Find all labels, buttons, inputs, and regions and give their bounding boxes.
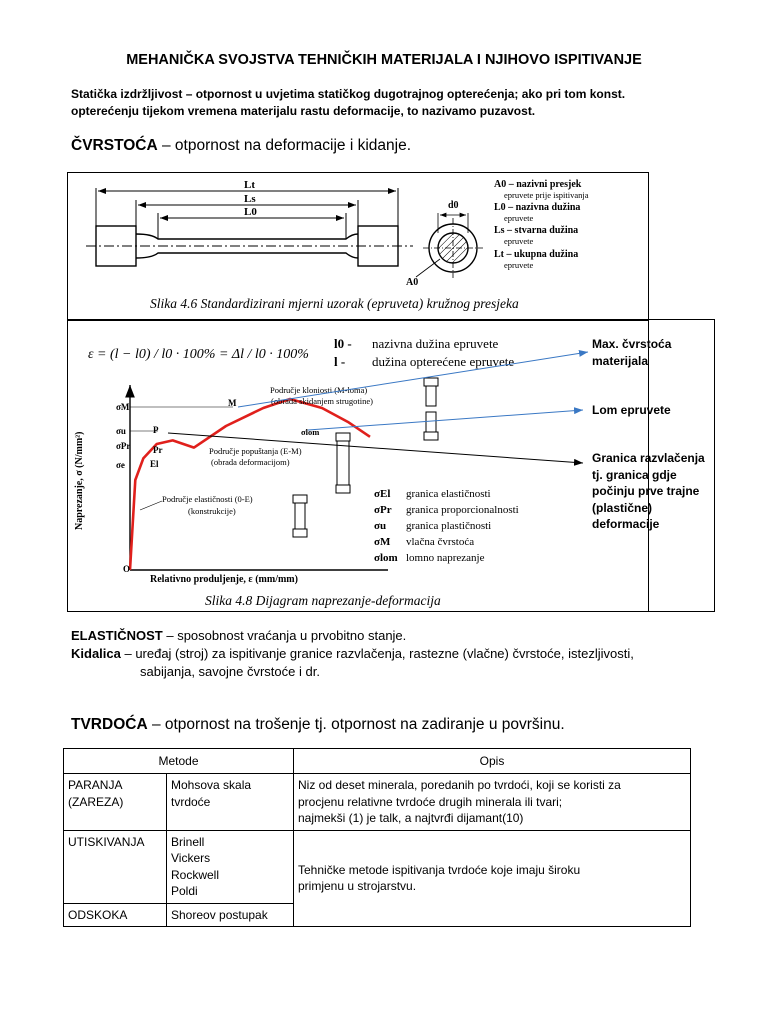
- table-row: [64, 774, 691, 831]
- cell-mohs-2: tvrdoće: [171, 794, 211, 809]
- cell-utiskivanja: UTISKIVANJA: [64, 830, 167, 903]
- table-header-row: [64, 749, 691, 774]
- side-yield-4: (plastične): [592, 500, 653, 515]
- side-yield-5: deformacije: [592, 517, 660, 531]
- point-origin: O: [123, 564, 131, 574]
- cell-technical-desc-1: Tehničke metode ispitivanja tvrdoće koje imaju široku: [298, 862, 581, 877]
- def-l-sym: l -: [334, 354, 346, 369]
- page-title: MEHANIČKA SVOJSTVA TEHNIČKIH MATERIJALA I NJIHOVO ISPITIVANJE: [126, 52, 642, 68]
- method-poldi: Poldi: [171, 884, 198, 898]
- header-metode: Metode: [64, 749, 294, 774]
- legend-a0-2: epruvete prije ispitivanja: [504, 190, 589, 200]
- y-axis-label: Naprezanje, σ (N/mm²): [74, 431, 85, 530]
- x-axis-label: Relativno produljenje, ε (mm/mm): [150, 574, 298, 585]
- arrow-break: [308, 410, 583, 430]
- method-brinell: Brinell: [171, 834, 205, 849]
- method-vickers: Vickers: [171, 851, 211, 865]
- cross-section: [416, 213, 483, 278]
- cell-mohs: [167, 774, 294, 831]
- legend-ls-2: epruvete: [504, 236, 534, 246]
- region-plastic: Područje popuštanja (E-M): [209, 446, 302, 456]
- cell-shore: Shoreov postupak: [167, 903, 294, 927]
- cvrstoca-heading: [71, 137, 411, 155]
- side-yield-3: počinju prve trajne: [592, 484, 700, 498]
- legend-sym-u: σu: [374, 520, 387, 532]
- side-yield-1: Granica razvlačenja: [592, 451, 705, 465]
- elasticnost-desc: – sposobnost vraćanja u prvobitno stanje.: [162, 628, 407, 643]
- legend-sym-el: σEl: [374, 488, 391, 500]
- cell-paranja: [64, 774, 167, 831]
- method-rockwell: Rockwell: [171, 867, 220, 882]
- legend-l0-2: epruvete: [504, 213, 534, 223]
- cell-paranja-1: PARANJA: [68, 778, 123, 792]
- cell-mohs-desc-2: procjenu relativne tvrdoće drugih minerala ili tvari;: [298, 794, 563, 809]
- dim-a0: A0: [406, 277, 419, 288]
- region-break-2: (obrada skidanjem strugotine): [271, 396, 373, 406]
- ytick-se: σe: [116, 460, 125, 470]
- stress-legend: [374, 488, 519, 564]
- def-l0-sym: l0 -: [334, 336, 352, 351]
- legend-sym-lom: σlom: [374, 552, 398, 564]
- legend-l0: L0 – nazivna dužina: [494, 202, 581, 213]
- side-yield-2: tj. granica gdje: [592, 467, 677, 482]
- elasticnost-term: ELASTIČNOST: [71, 628, 163, 643]
- cell-odskoka: ODSKOKA: [64, 903, 167, 927]
- cell-indentation-methods: [167, 830, 294, 903]
- cvrstoca-term: ČVRSTOĆA: [71, 137, 158, 154]
- ytick-su: σu: [116, 426, 126, 436]
- kidalica-line: [71, 645, 634, 662]
- side-note-max: [592, 336, 671, 369]
- cell-mohs-desc-3: najmekši (1) je talk, a najtvrđi dijamant(10): [298, 811, 524, 825]
- legend-sym-pr: σPr: [374, 504, 392, 516]
- def-l0-text: nazivna dužina epruvete: [372, 336, 499, 351]
- region-plastic-2: (obrada deformacijom): [211, 457, 290, 467]
- cvrstoca-desc: – otpornost na deformacije i kidanje.: [157, 137, 412, 154]
- tvrdoca-term: TVRDOĆA: [71, 716, 148, 733]
- side-note-break: Lom epruvete: [592, 403, 671, 417]
- dim-d0: d0: [448, 200, 459, 211]
- def-l-text: dužina opterećene epruvete: [372, 354, 515, 369]
- ytick-sm: σM: [116, 402, 130, 412]
- stress-strain-chart: [68, 320, 648, 611]
- cell-mohs-desc-1: Niz od deset minerala, poredanih po tvrdoći, koji se koristi za: [298, 778, 621, 792]
- elastic-pointer: [140, 501, 162, 510]
- dim-l0: L0: [244, 206, 257, 218]
- figure1-caption: Slika 4.6 Standardizirani mjerni uzorak (epruveta) kružnog presjeka: [150, 296, 519, 311]
- legend-a0: A0 – nazivni presjek: [494, 179, 582, 190]
- table-row: [64, 830, 691, 903]
- intro-paragraph: [71, 86, 701, 120]
- specimen-legend: [494, 179, 589, 270]
- legend-lt-2: epruvete: [504, 260, 534, 270]
- cell-technical-desc-2: primjenu u strojarstvu.: [298, 879, 417, 894]
- specimen-drawing: [68, 173, 648, 320]
- intro-line-1: Statička izdržljivost – otpornost u uvjetima statičkog dugotrajnog opterećenja; ako pri tom konst.: [71, 87, 626, 101]
- legend-ls: Ls – stvarna dužina: [494, 225, 579, 236]
- strain-formula: ε = (l − l0) / l0 · 100% = Δl / l0 · 100%: [88, 347, 309, 362]
- elasticnost-line: [71, 627, 406, 644]
- legend-lt: Lt – ukupna dužina: [494, 249, 579, 260]
- kidalica-line-2: sabijanja, savojne čvrstoće i dr.: [140, 664, 320, 679]
- dim-lt: Lt: [244, 179, 255, 191]
- cell-technical-desc: [294, 830, 691, 927]
- kidalica-term: Kidalica: [71, 646, 121, 661]
- side-max-1: Max. čvrstoća: [592, 337, 672, 351]
- point-m: M: [228, 398, 237, 408]
- cell-mohs-1: Mohsova skala: [171, 778, 252, 792]
- cell-mohs-desc: [294, 774, 691, 831]
- dim-ls: Ls: [244, 193, 256, 205]
- point-lom: σlom: [301, 427, 320, 437]
- header-opis: Opis: [294, 749, 691, 774]
- point-el: El: [150, 459, 159, 469]
- region-elastic: Područje elastičnosti (0-E): [162, 494, 253, 504]
- legend-sym-m: σM: [374, 536, 391, 548]
- figure-specimen: [67, 172, 649, 321]
- legend-text-u: granica plastičnosti: [406, 520, 492, 532]
- tvrdoca-desc: – otpornost na trošenje tj. otpornost na zadiranje u površinu.: [147, 716, 565, 733]
- region-elastic-2: (konstrukcije): [188, 506, 236, 516]
- side-max-2: materijala: [592, 353, 649, 368]
- legend-text-m: vlačna čvrstoća: [406, 536, 475, 548]
- figure2-caption: Slika 4.8 Dijagram naprezanje-deformacija: [205, 593, 441, 608]
- side-note-yield: [592, 450, 705, 533]
- hardness-methods-table: [63, 748, 691, 927]
- legend-text-el: granica elastičnosti: [406, 488, 491, 500]
- region-break: Područje kloniosti (M-loma): [270, 385, 368, 395]
- cell-paranja-2: (ZAREZA): [68, 794, 124, 809]
- legend-text-lom: lomno naprezanje: [406, 552, 485, 564]
- point-p: P: [153, 425, 159, 435]
- figure-stress-strain: [67, 319, 715, 612]
- point-pr: Pr: [153, 445, 163, 455]
- intro-line-2: opterećenju tijekom vremena materijalu rastu deformacije, to nazivamo puzavost.: [71, 104, 536, 118]
- stress-strain-curve: [130, 399, 370, 570]
- ytick-spr: σPr: [116, 441, 131, 451]
- kidalica-desc: – uređaj (stroj) za ispitivanje granice razvlačenja, rastezne (vlačne) čvrstoće, istezljivosti,: [120, 646, 634, 661]
- tvrdoca-heading: [71, 716, 565, 734]
- legend-text-pr: granica proporcionalnosti: [406, 504, 519, 516]
